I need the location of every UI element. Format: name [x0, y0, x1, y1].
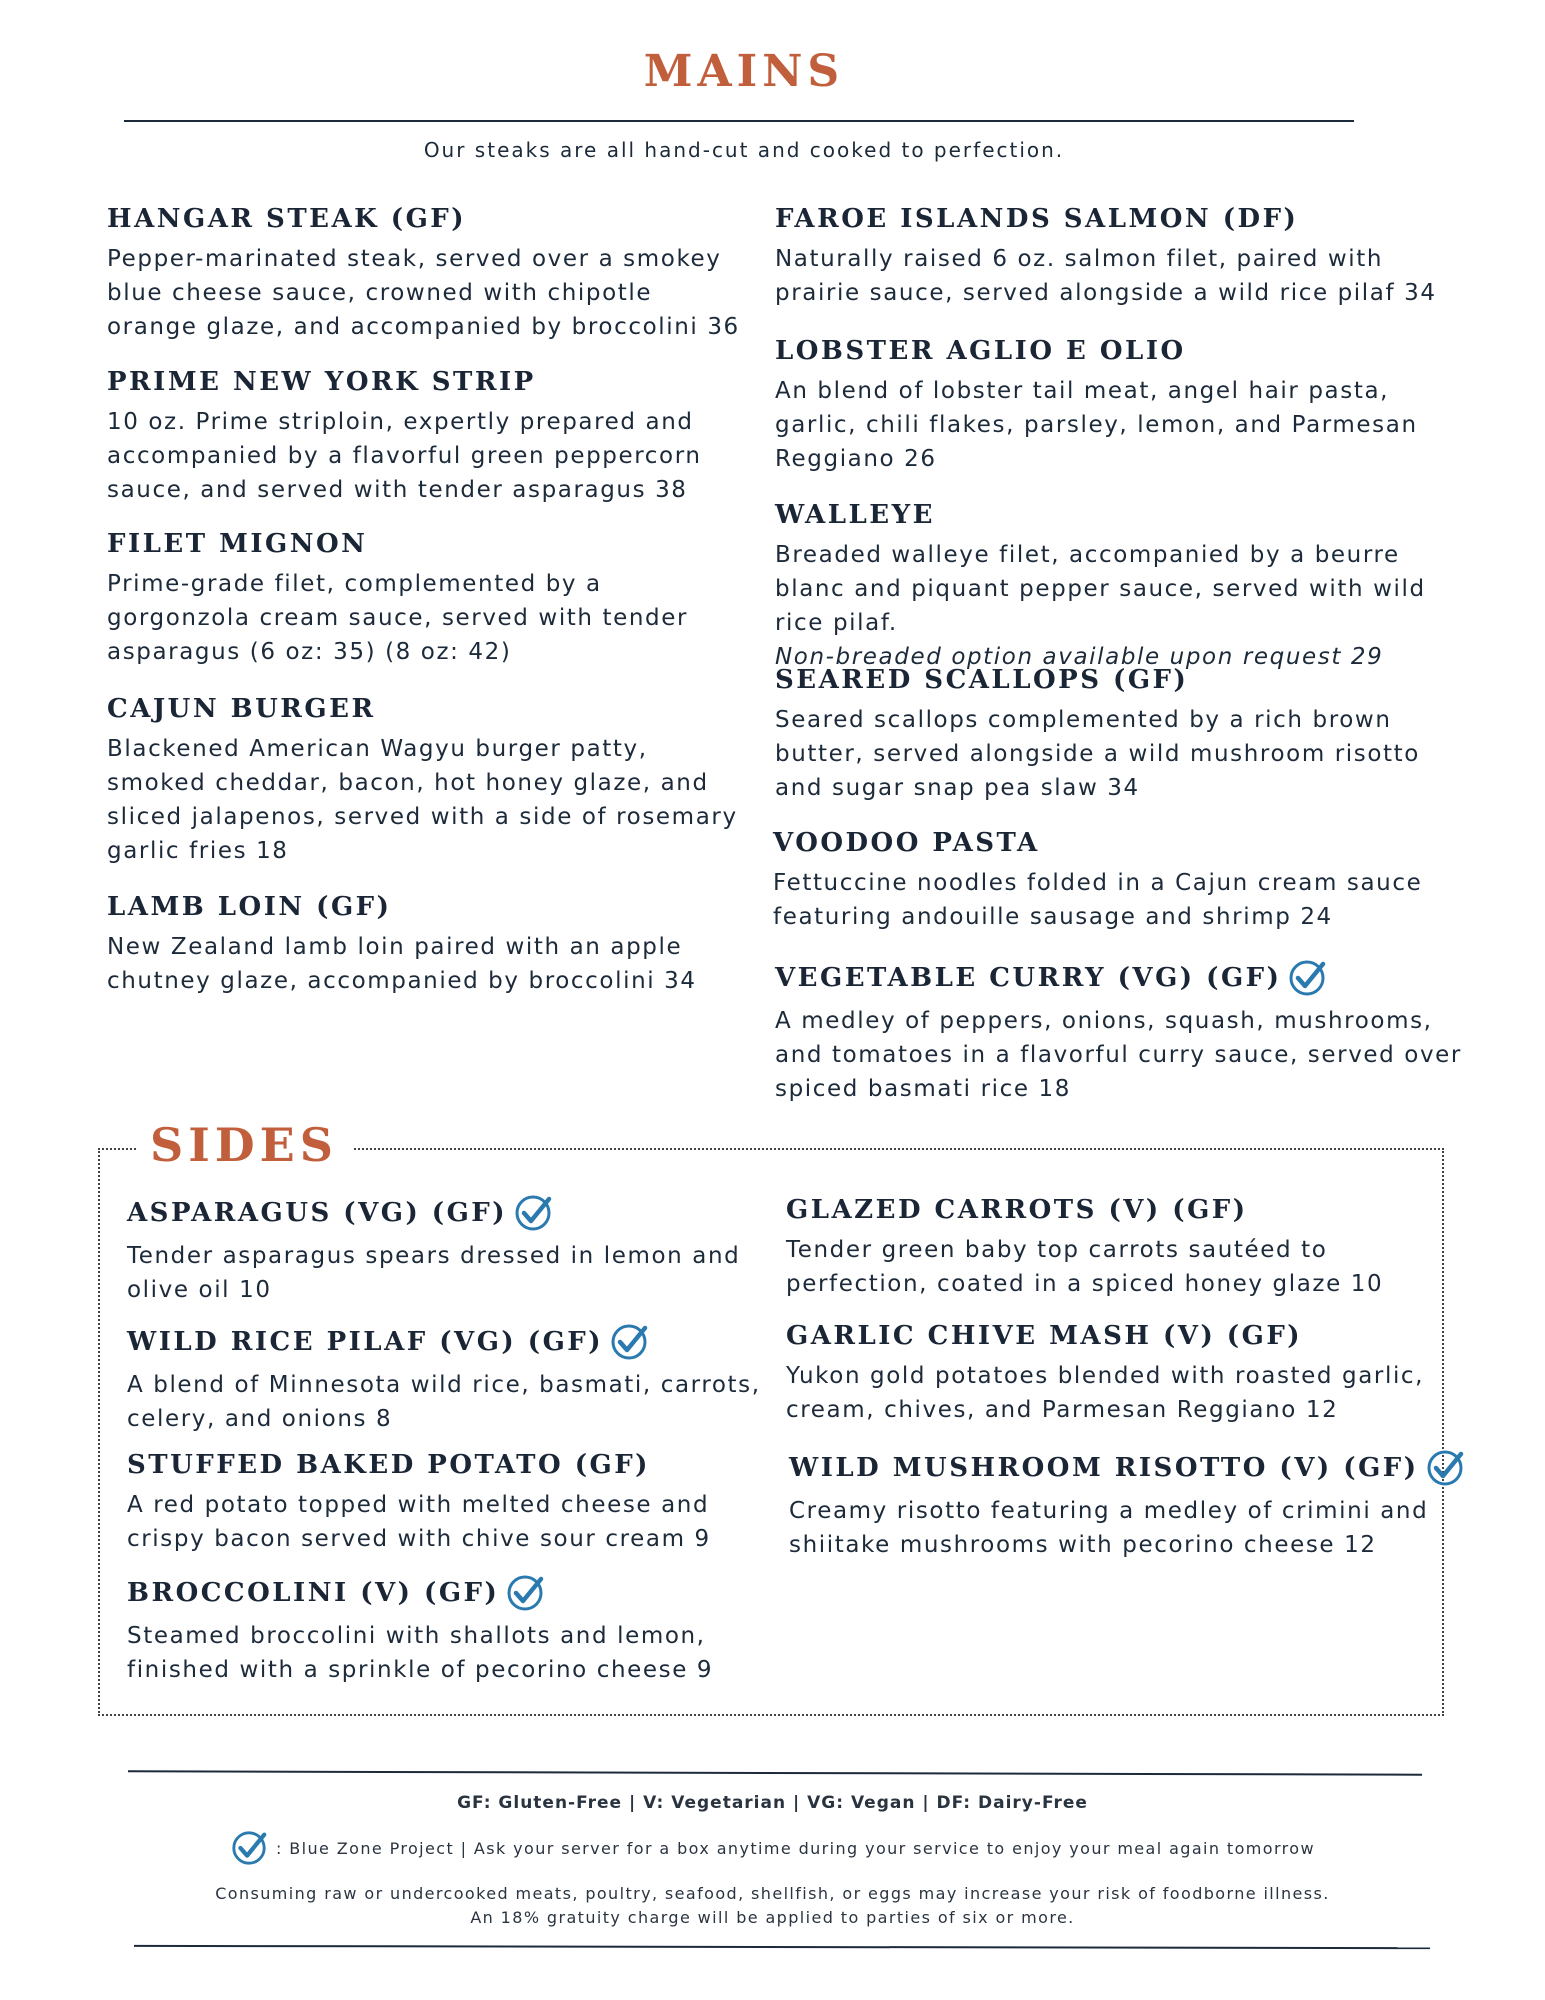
item-description: [775, 538, 1475, 674]
blue-zone-text: : Blue Zone Project | Ask your server for a box anytime during your service to enjoy your meal again tomorrow: [276, 1838, 1315, 1858]
item-description: A medley of peppers, onions, squash, mushrooms, and tomatoes in a flavorful curry sauce, served over spiced basmati rice 18: [775, 1008, 1462, 1102]
menu-item: [107, 527, 747, 669]
blue-zone-note: [0, 1829, 1545, 1867]
item-description: Seared scallops complemented by a rich brown butter, served alongside a wild mushroom risotto and sugar snap pea slaw 34: [775, 707, 1420, 801]
menu-item: [786, 1319, 1426, 1427]
blue-zone-check-icon: [1425, 1448, 1465, 1488]
mains-tagline: Our steaks are all hand-cut and cooked to perfection.: [423, 138, 1065, 162]
item-description: 10 oz. Prime striploin, expertly prepared and accompanied by a flavorful green peppercorn sauce, and served with tender asparagus 38: [107, 409, 702, 503]
item-name: WILD MUSHROOM RISOTTO (V) (GF): [789, 1453, 1419, 1483]
item-description: Tender asparagus spears dressed in lemon and olive oil 10: [127, 1243, 741, 1303]
item-name: LAMB LOIN (GF): [107, 892, 392, 922]
disclaimer-gratuity: An 18% gratuity charge will be applied to parties of six or more.: [470, 1908, 1075, 1927]
menu-item: [775, 334, 1475, 476]
item-description: Naturally raised 6 oz. salmon filet, paired with prairie sauce, served alongside a wild rice pilaf 34: [775, 246, 1437, 306]
sides-title: SIDES: [136, 1118, 352, 1172]
item-name: CAJUN BURGER: [107, 694, 376, 724]
item-name: GARLIC CHIVE MASH (V) (GF): [786, 1321, 1303, 1351]
menu-item: [786, 1193, 1426, 1301]
menu-item: [127, 1448, 767, 1556]
item-description: Prime-grade filet, complemented by a gorgonzola cream sauce, served with tender asparagus (6 oz: 35) (8 oz: 42): [107, 571, 689, 665]
menu-item: [127, 1573, 767, 1687]
item-description: New Zealand lamb loin paired with an apple chutney glaze, accompanied by broccolini 34: [107, 934, 697, 994]
menu-item: [107, 202, 747, 344]
menu-item: [127, 1322, 767, 1436]
mains-divider: [124, 120, 1354, 122]
menu-item: [775, 202, 1475, 310]
menu-item: [127, 1193, 767, 1307]
item-description: A red potato topped with melted cheese and crispy bacon served with chive sour cream 9: [127, 1492, 711, 1552]
item-name: WALLEYE: [775, 500, 935, 530]
footer-divider-bottom: [134, 1945, 1430, 1949]
blue-zone-check-icon: [609, 1322, 649, 1362]
item-name-row: [127, 1322, 767, 1362]
disclaimer: [0, 1882, 1545, 1930]
blue-zone-check-icon: [505, 1573, 545, 1613]
item-name: BROCCOLINI (V) (GF): [127, 1578, 500, 1608]
blue-zone-check-icon: [230, 1829, 268, 1867]
mains-title: MAINS: [643, 46, 845, 97]
item-name: VOODOO PASTA: [773, 828, 1040, 858]
menu-item: [107, 365, 747, 507]
item-description: A blend of Minnesota wild rice, basmati, carrots, celery, and onions 8: [127, 1372, 761, 1432]
item-name-row: [789, 1448, 1429, 1488]
item-description: An blend of lobster tail meat, angel hair pasta, garlic, chili flakes, parsley, lemon, and Parmesan Reggiano 26: [775, 378, 1418, 472]
menu-item: [107, 890, 747, 998]
item-name: SEARED SCALLOPS (GF): [775, 665, 1189, 695]
item-name: HANGAR STEAK (GF): [107, 204, 467, 234]
item-description: Steamed broccolini with shallots and lemon, finished with a sprinkle of pecorino cheese 9: [127, 1623, 714, 1683]
menu-item: [775, 958, 1475, 1106]
item-name-row: [775, 958, 1475, 998]
menu-item: [775, 663, 1475, 805]
item-note: Non-breaded option available upon request 29: [775, 644, 1384, 670]
item-description: Yukon gold potatoes blended with roasted garlic, cream, chives, and Parmesan Reggiano 12: [786, 1363, 1425, 1423]
item-name: FILET MIGNON: [107, 529, 368, 559]
item-name: PRIME NEW YORK STRIP: [107, 367, 536, 397]
footer-divider-top: [128, 1770, 1422, 1775]
item-name: STUFFED BAKED POTATO (GF): [127, 1450, 650, 1480]
item-name: FAROE ISLANDS SALMON (DF): [775, 204, 1299, 234]
dietary-legend: GF: Gluten-Free | V: Vegetarian | VG: Vegan | DF: Dairy-Free: [457, 1793, 1088, 1813]
item-description: Blackened American Wagyu burger patty, smoked cheddar, bacon, hot honey glaze, and sliced jalapenos, served with a side of rosemary garlic fries 18: [107, 736, 738, 864]
item-name: GLAZED CARROTS (V) (GF): [786, 1195, 1248, 1225]
blue-zone-check-icon: [1287, 958, 1327, 998]
item-description: Creamy risotto featuring a medley of crimini and shiitake mushrooms with pecorino cheese 12: [789, 1498, 1429, 1558]
item-description: Fettuccine noodles folded in a Cajun cream sauce featuring andouille sausage and shrimp 24: [773, 870, 1423, 930]
blue-zone-check-icon: [513, 1193, 553, 1233]
disclaimer-foodborne: Consuming raw or undercooked meats, poultry, seafood, shellfish, or eggs may increase your risk of foodborne illness.: [215, 1884, 1330, 1903]
item-name-row: [127, 1573, 767, 1613]
item-description: Tender green baby top carrots sautéed to perfection, coated in a spiced honey glaze 10: [786, 1237, 1384, 1297]
item-name: ASPARAGUS (VG) (GF): [127, 1198, 508, 1228]
item-name: VEGETABLE CURRY (VG) (GF): [775, 963, 1282, 993]
item-name: LOBSTER AGLIO E OLIO: [775, 336, 1186, 366]
item-description-text: Breaded walleye filet, accompanied by a beurre blanc and piquant pepper sauce, served with wild rice pilaf.: [775, 542, 1426, 636]
menu-item: [773, 826, 1473, 934]
menu-item: [107, 692, 747, 868]
menu-item: [775, 498, 1475, 674]
menu-item: [789, 1448, 1429, 1562]
item-name-row: [127, 1193, 767, 1233]
item-name: WILD RICE PILAF (VG) (GF): [127, 1327, 604, 1357]
item-description: Pepper-marinated steak, served over a smokey blue cheese sauce, crowned with chipotle orange glaze, and accompanied by broccolini 36: [107, 246, 740, 340]
